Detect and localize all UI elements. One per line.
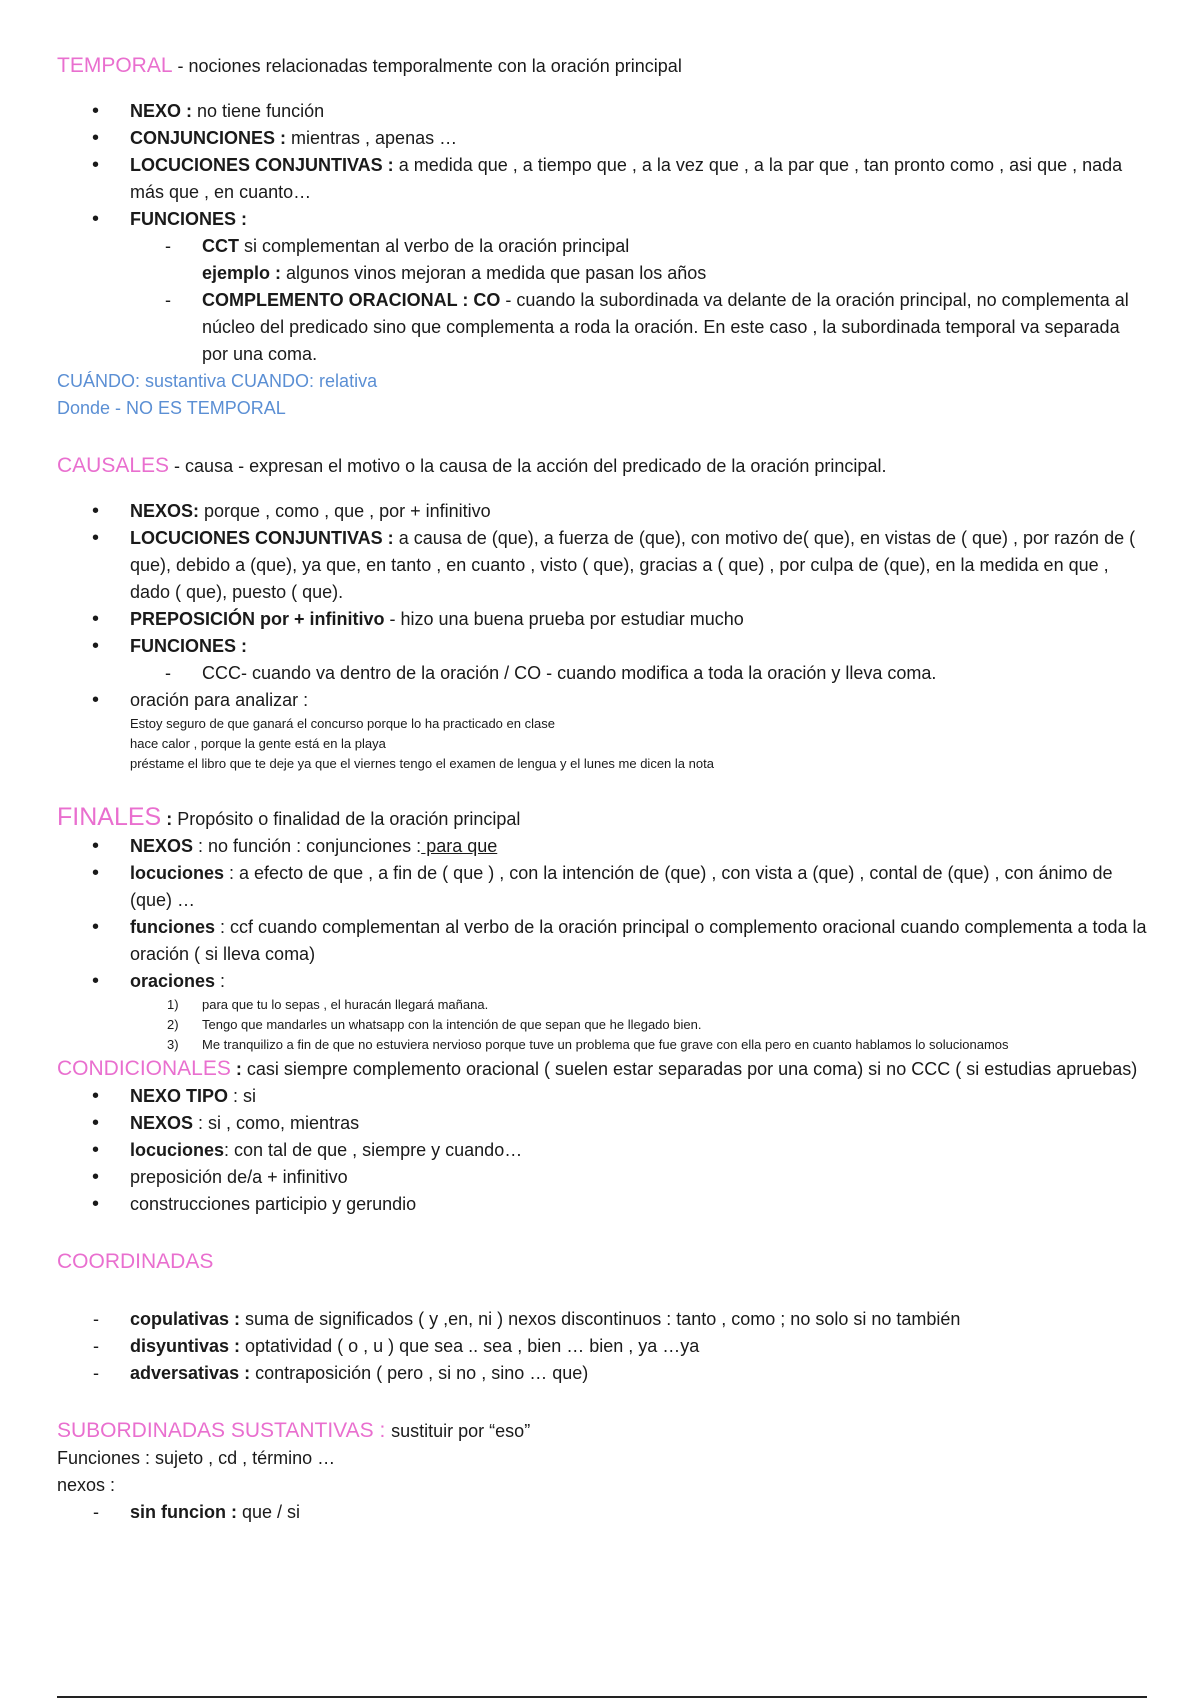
causales-analizar: • oración para analizar : bbox=[57, 687, 1147, 714]
condicionales-construcciones: • construcciones participio y gerundio bbox=[57, 1191, 1147, 1218]
temporal-funciones: • FUNCIONES : bbox=[57, 206, 1147, 233]
coordinadas-disyuntivas: - disyuntivas : optatividad ( o , u ) que sea .. sea , bien … bien , ya …ya bbox=[57, 1333, 1147, 1360]
sustantivas-desc: sustituir por “eso” bbox=[391, 1421, 531, 1441]
finales-heading-line: FINALES : Propósito o finalidad de la oración principal bbox=[57, 803, 521, 831]
coordinadas-copulativas: - copulativas : suma de significados ( y ,en, ni ) nexos discontinuos : tanto , como ; no solo si no también bbox=[57, 1306, 1147, 1333]
sustantivas-funciones: Funciones : sujeto , cd , término … bbox=[57, 1448, 336, 1468]
sustantivas-sin-funcion: - sin funcion : que / si bbox=[57, 1499, 1147, 1526]
condicionales-preposicion: • preposición de/a + infinitivo bbox=[57, 1164, 1147, 1191]
causales-locuciones: • LOCUCIONES CONJUNTIVAS : a causa de (que), a fuerza de (que), con motivo de( que), en vistas de ( que) , por razón de ( que), debido a (que), ya que, en tanto , en cuanto , visto ( que), gracias a ( que) , por culpa de (que), en la medida en que , dado ( que), puesto ( que). bbox=[57, 525, 1147, 606]
finales-oracion-1: 1) para que tu lo sepas , el huracán llegará mañana. bbox=[167, 997, 489, 1012]
causales-preposicion: • PREPOSICIÓN por + infinitivo - hizo una buena prueba por estudiar mucho bbox=[57, 606, 1147, 633]
temporal-cct: - CCT si complementan al verbo de la oración principal bbox=[57, 233, 1147, 260]
page-bottom-rule bbox=[57, 1696, 1147, 1698]
coordinadas-heading-line bbox=[57, 1248, 1147, 1276]
finales-title: FINALES bbox=[57, 803, 162, 831]
temporal-title: TEMPORAL bbox=[57, 54, 173, 77]
condicionales-heading-line: CONDICIONALES : casi siempre complemento oracional ( suelen estar separadas por una coma) si no CCC ( si estudias apruebas) bbox=[57, 1057, 1138, 1080]
causales-ex3: préstame el libro que te deje ya que el viernes tengo el examen de lengua y el lunes me dicen la nota bbox=[130, 756, 714, 771]
temporal-ejemplo: ejemplo : algunos vinos mejoran a medida que pasan los años bbox=[202, 263, 707, 283]
condicionales-locuciones: • locuciones: con tal de que , siempre y cuando… bbox=[57, 1137, 1147, 1164]
sustantivas-nexos: nexos : bbox=[57, 1475, 116, 1495]
finales-oracion-2: 2) Tengo que mandarles un whatsapp con la intención de que sepan que he llegado bien. bbox=[167, 1017, 702, 1032]
finales-desc: Propósito o finalidad de la oración principal bbox=[177, 809, 521, 829]
sustantivas-title: SUBORDINADAS SUSTANTIVAS bbox=[57, 1419, 374, 1442]
causales-ccc: - CCC- cuando va dentro de la oración / CO - cuando modifica a toda la oración y lleva coma. bbox=[57, 660, 1147, 687]
temporal-nexo: • NEXO : no tiene función bbox=[57, 98, 1147, 125]
causales-funciones: • FUNCIONES : bbox=[57, 633, 1147, 660]
causales-desc: - causa - expresan el motivo o la causa de la acción del predicado de la oración principal. bbox=[169, 456, 887, 476]
finales-funciones: • funciones : ccf cuando complementan al verbo de la oración principal o complemento oracional cuando complementa a toda la oración ( si lleva coma) bbox=[57, 914, 1147, 968]
finales-oracion-3: 3) Me tranquilizo a fin de que no estuviera nervioso porque tuve un problema que fue grave con ella pero en cuanto hablamos lo solucionamos bbox=[167, 1037, 1009, 1052]
causales-title: CAUSALES bbox=[57, 454, 170, 477]
temporal-heading-line bbox=[57, 52, 1147, 80]
temporal-desc: - nociones relacionadas temporalmente con la oración principal bbox=[172, 56, 682, 76]
causales-heading-line bbox=[57, 452, 1147, 480]
finales-oraciones: • oraciones : bbox=[57, 968, 1147, 995]
temporal-co: - COMPLEMENTO ORACIONAL : CO - cuando la subordinada va delante de la oración principal, no complementa al núcleo del predicado sino que complementa a roda la oración. En este caso , la subordinada temporal va separada por una coma. bbox=[57, 287, 1147, 368]
condicionales-nexos: • NEXOS : si , como, mientras bbox=[57, 1110, 1147, 1137]
coordinadas-adversativas: - adversativas : contraposición ( pero , si no , sino … que) bbox=[57, 1360, 1147, 1387]
temporal-conjunciones: • CONJUNCIONES : mientras , apenas … bbox=[57, 125, 1147, 152]
finales-nexos: • NEXOS : no función : conjunciones : para que bbox=[57, 833, 1147, 860]
sustantivas-heading-line: SUBORDINADAS SUSTANTIVAS : sustituir por “eso” bbox=[57, 1419, 531, 1442]
causales-nexos: • NEXOS: porque , como , que , por + infinitivo bbox=[57, 498, 1147, 525]
condicionales-desc: casi siempre complemento oracional ( suelen estar separadas por una coma) si no CCC ( si estudias apruebas) bbox=[246, 1059, 1138, 1079]
coordinadas-title: COORDINADAS bbox=[57, 1250, 214, 1273]
causales-ex2: hace calor , porque la gente está en la playa bbox=[130, 736, 386, 751]
notes-page bbox=[57, 52, 1147, 1526]
condicionales-title: CONDICIONALES bbox=[57, 1057, 231, 1080]
temporal-note-cuando: CUÁNDO: sustantiva CUANDO: relativa bbox=[57, 371, 378, 391]
temporal-note-donde: Donde - NO ES TEMPORAL bbox=[57, 398, 286, 418]
causales-ex1: Estoy seguro de que ganará el concurso porque lo ha practicado en clase bbox=[130, 716, 555, 731]
condicionales-nexo-tipo: • NEXO TIPO : si bbox=[57, 1083, 1147, 1110]
finales-locuciones: • locuciones : a efecto de que , a fin de ( que ) , con la intención de (que) , con vista a (que) , contal de (que) , con ánimo de (que) … bbox=[57, 860, 1147, 914]
temporal-locuciones: • LOCUCIONES CONJUNTIVAS : a medida que , a tiempo que , a la vez que , a la par que , tan pronto como , asi que , nada más que , en cuanto… bbox=[57, 152, 1147, 206]
